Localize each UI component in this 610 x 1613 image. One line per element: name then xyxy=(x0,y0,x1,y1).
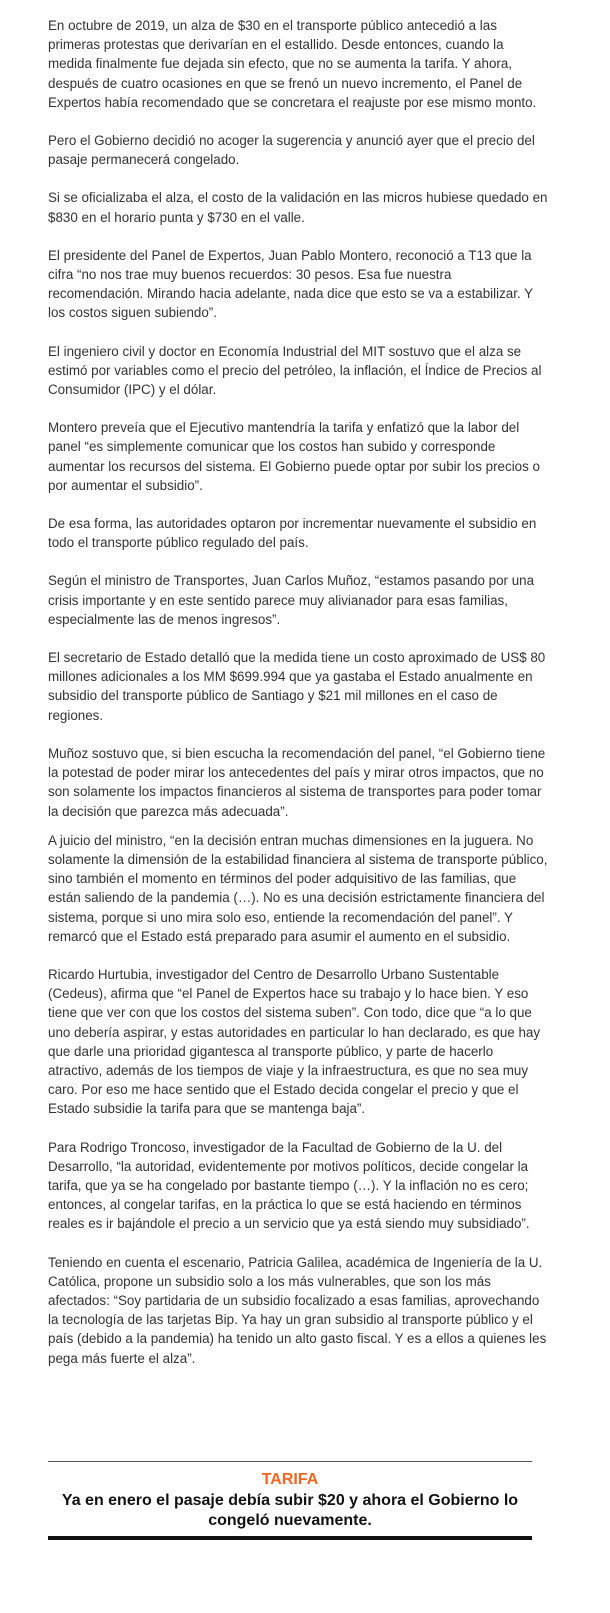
factbox-kicker: TARIFA xyxy=(261,1471,319,1488)
article-paragraph: Para Rodrigo Troncoso, investigador de la Facultad de Gobierno de la U. del Desarrollo, “la autoridad, evidentemente por motivos políticos, decide congelar la tarifa, que ya se ha congelado por bastante tiempo (…). Y la inflación no es cero; entonces, al congelar tarifas, en la práctica lo que se está haciendo en términos reales es ir bajándole el precio a un servicio que ya está siendo muy subsidiado”. xyxy=(48,1139,530,1232)
factbox-top-rule xyxy=(48,1461,532,1462)
article-paragraph: De esa forma, las autoridades optaron por incrementar nuevamente el subsidio en todo el transporte público regulado del país. xyxy=(48,516,537,551)
article-paragraph: El ingeniero civil y doctor en Economía Industrial del MIT sostuvo que el alza se estimó por variables como el precio del petróleo, la inflación, el Índice de Precios al Consumidor (IPC) y el dólar. xyxy=(48,343,542,398)
article-paragraph: Teniendo en cuenta el escenario, Patricia Galilea, académica de Ingeniería de la U. Católica, propone un subsidio solo a los más vulnerables, que son los más afectados: “Soy partidaria de un subsidio focalizado a esas familias, aprovechando la tecnología de las tarjetas Bip. Ya hay un gran subsidio al transporte público y el país (debido a la pandemia) ha tenido un alto gasto fiscal. Y es a ellos a quienes les pega más fuerte el alza”. xyxy=(48,1254,547,1366)
article-paragraph: Montero preveía que el Ejecutivo mantendría la tarifa y enfatizó que la labor del panel “es simplemente comunicar que los costos han subido y corresponde aumentar los recursos del sistema. El Gobierno puede optar por subir los precios o por aumentar el subsidio”. xyxy=(48,420,540,493)
factbox xyxy=(48,1461,532,1531)
factbox-headline: Ya en enero el pasaje debía subir $20 y ahora el Gobierno lo congeló nuevamente. xyxy=(61,1492,519,1529)
article-paragraph: Pero el Gobierno decidió no acoger la sugerencia y anunció ayer que el precio del pasaje permanecerá congelado. xyxy=(48,133,535,168)
article-paragraph: Muñoz sostuvo que, si bien escucha la recomendación del panel, “el Gobierno tiene la potestad de poder mirar los antecedentes del país y mirar otros impactos, que no son solamente los impactos financieros al sistema de transportes para poder tomar la decisión que parezca más adecuada”. xyxy=(48,745,546,819)
article-paragraph: El secretario de Estado detalló que la medida tiene un costo aproximado de US$ 80 millones adicionales a los MM $699.994 que ya gastaba el Estado anualmente en subsidio del transporte público de Santiago y $21 mil millones en el caso de regiones. xyxy=(48,650,546,723)
article-paragraph: Ricardo Hurtubia, investigador del Centro de Desarrollo Urbano Sustentable (Cedeus), afirma que “el Panel de Expertos hace su trabajo y lo hace bien. Y eso tiene que ver con que los costos del sistema suben”. Con todo, dice que “a lo que uno debería aspirar, y estas autoridades en particular lo han declarado, es que hay que darle una prioridad gigantesca al transporte público, y parte de hacerlo atractivo, además de los tiempos de viaje y la infraestructura, es que no sea muy caro. Por eso me hace sentido que el Estado decida congelar el precio y que el Estado subsidie la tarifa para que se mantenga baja”. xyxy=(48,966,541,1117)
article-paragraph: A juicio del ministro, “en la decisión entran muchas dimensiones en la juguera. No solamente la dimensión de la estabilidad financiera al sistema de transporte público, sino también el momento en términos del poder adquisitivo de las familias, que están saliendo de la pandemia (…). No es una decisión estrictamente financiera del sistema, porque si uno mira solo eso, entiende la recomendación del panel”. Y remarcó que el Estado está preparado para asumir el aumento en el subsidio. xyxy=(48,832,548,944)
article-paragraph: Según el ministro de Transportes, Juan Carlos Muñoz, “estamos pasando por una crisis importante y en este sentido parece muy alivianador para esas familias, especialmente las de menos ingresos”. xyxy=(48,573,535,627)
article-paragraph: En octubre de 2019, un alza de $30 en el transporte público antecedió a las primeras protestas que derivarían en el estallido. Desde entonces, cuando la medida finalmente fue dejada sin efecto, que no se aumenta la tarifa. Y ahora, después de cuatro ocasiones en que se frenó un nuevo incremento, el Panel de Expertos había recomendado que se concretara el reajuste por ese mismo monto. xyxy=(48,18,537,110)
factbox-bottom-rule xyxy=(48,1536,532,1540)
article-paragraph: El presidente del Panel de Expertos, Juan Pablo Montero, reconoció a T13 que la cifra “no nos trae muy buenos recuerdos: 30 pesos. Esa fue nuestra recomendación. Mirando hacia adelante, nada dice que esto se va a estabilizar. Y los costos siguen subiendo”. xyxy=(48,247,533,321)
article-paragraph: Si se oficializaba el alza, el costo de la validación en las micros hubiese quedado en $830 en el horario punta y $730 en el valle. xyxy=(48,190,548,225)
article-body xyxy=(48,16,548,1387)
